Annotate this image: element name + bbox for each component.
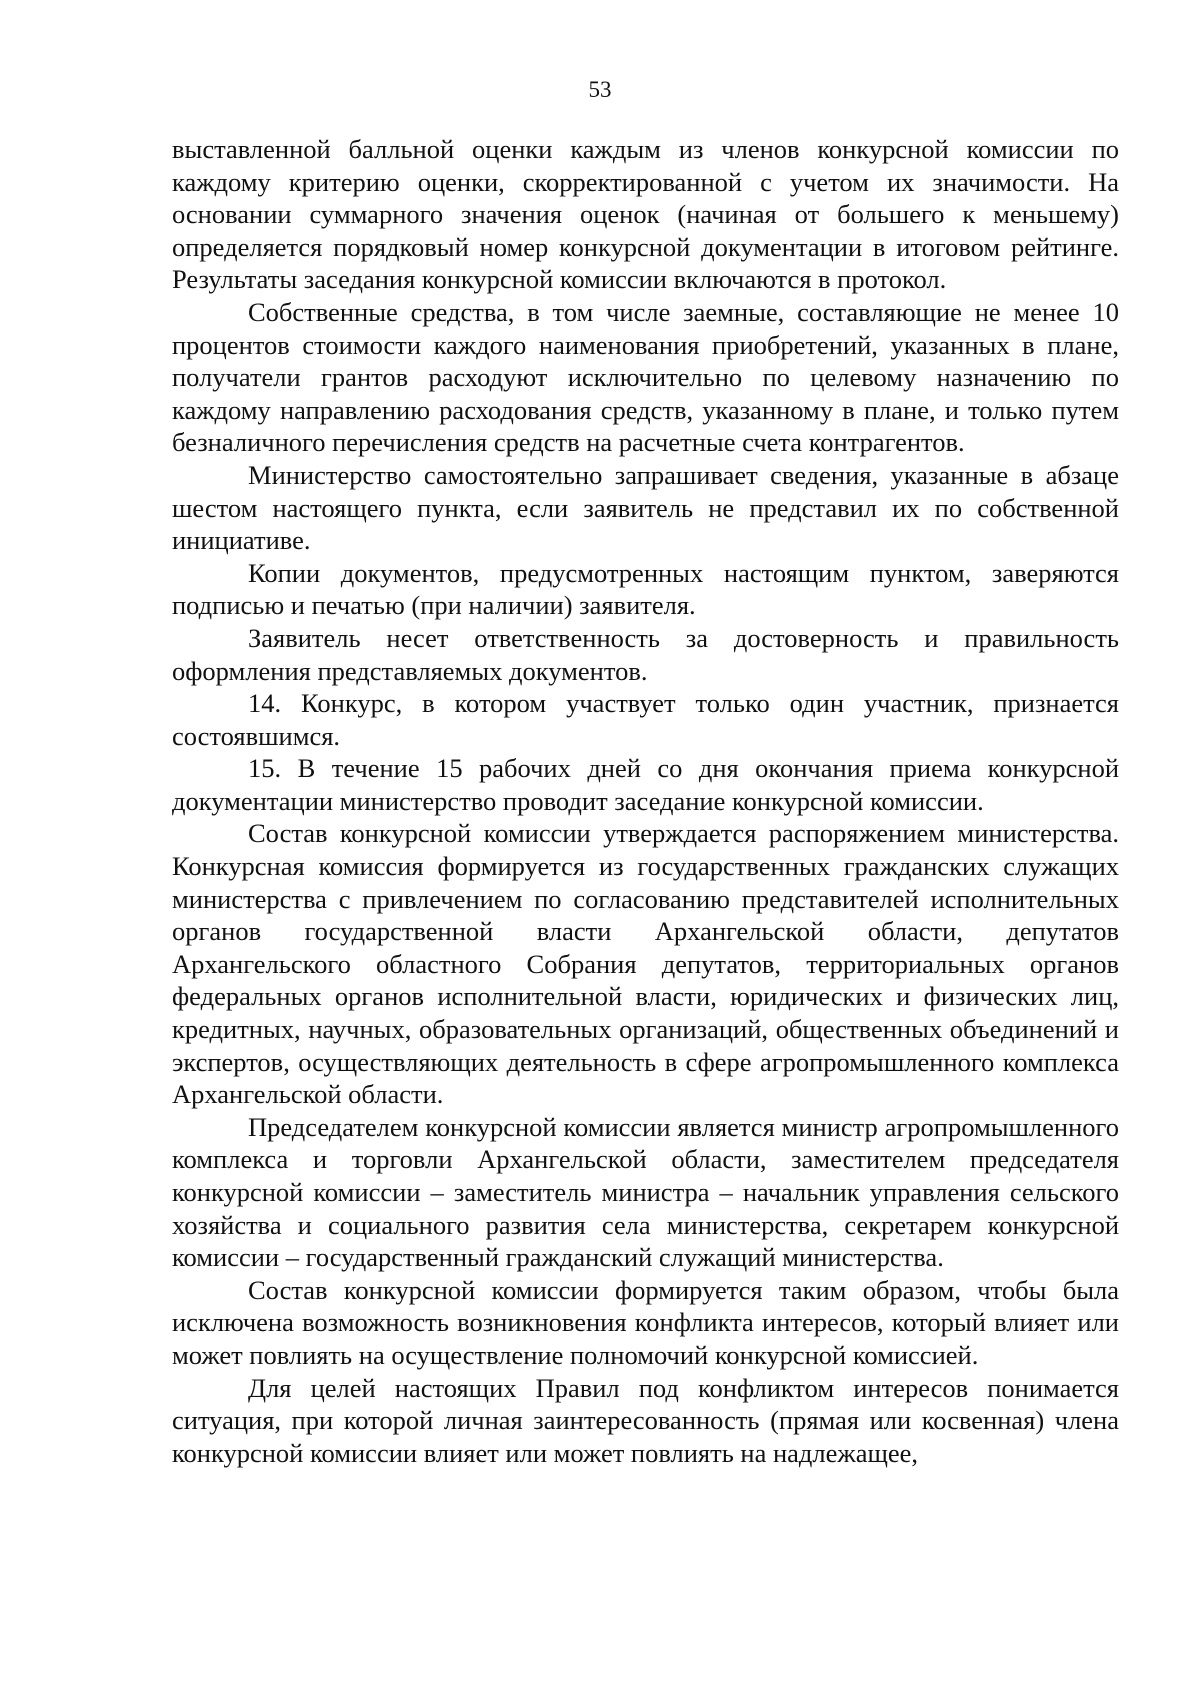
paragraph-conflict-prevention: Состав конкурсной комиссии формируется таким образом, чтобы была исключена возможность возникновения конфликта интересов, который влияет или может повлиять на осуществление полномочий конкурсной комиссией. (172, 1274, 1119, 1370)
paragraph-item-14: 14. Конкурс, в котором участвует только один участник, признается состоявшимся. (172, 688, 1119, 751)
page-number: 53 (588, 77, 612, 102)
paragraph-commission-composition: Состав конкурсной комиссии утверждается распоряжением министерства. Конкурсная комиссия формируется из государственных гражданских служащих министерства с привлечением по согласованию представителей исполнительных органов государственной власти Архангельской области, депутатов Архангельского областного Собрания депутатов, территориальных органов федеральных органов исполнительной власти, юридических и физических лиц, кредитных, научных, образовательных организаций, общественных объединений и экспертов, осуществляющих деятельность в сфере агропромышленного комплекса Архангельской области. (172, 818, 1119, 1110)
paragraph-commission-chair: Председателем конкурсной комиссии является министр агропромышленного комплекса и торговли Архангельской области, заместителем председателя конкурсной комиссии – заместитель министра – начальник управления сельского хозяйства и социального развития села министерства, секретарем конкурсной комиссии – государственный гражданский служащий министерства. (172, 1111, 1119, 1273)
paragraph-conflict-definition: Для целей настоящих Правил под конфликтом интересов понимается ситуация, при которой личная заинтересованность (прямая или косвенная) члена конкурсной комиссии влияет или может повлиять на надлежащее, (172, 1372, 1119, 1468)
paragraph-continuation: выставленной балльной оценки каждым из членов конкурсной комиссии по каждому критерию оценки, скорректированной с учетом их значимости. На основании суммарного значения оценок (начиная от большего к меньшему) определяется порядковый номер конкурсной документации в итоговом рейтинге. Результаты заседания конкурсной комиссии включаются в протокол. (172, 134, 1119, 295)
paragraph-ministry-requests: Министерство самостоятельно запрашивает сведения, указанные в абзаце шестом настоящего пункта, если заявитель не представил их по собственной инициативе. (172, 459, 1119, 556)
paragraph-document-copies: Копии документов, предусмотренных настоящим пунктом, заверяются подписью и печатью (при наличии) заявителя. (172, 557, 1119, 621)
paragraph-item-15: 15. В течение 15 рабочих дней со дня окончания приема конкурсной документации министерство проводит заседание конкурсной комиссии. (172, 753, 1119, 816)
document-body (172, 133, 1119, 1469)
paragraph-applicant-responsibility: Заявитель несет ответственность за достоверность и правильность оформления представляемых документов. (172, 622, 1119, 686)
paragraph-own-funds: Собственные средства, в том числе заемные, составляющие не менее 10 процентов стоимости каждого наименования приобретений, указанных в плане, получатели грантов расходуют исключительно по целевому назначению по каждому направлению расходования средств, указанному в плане, и только путем безналичного перечисления средств на расчетные счета контрагентов. (172, 296, 1119, 458)
